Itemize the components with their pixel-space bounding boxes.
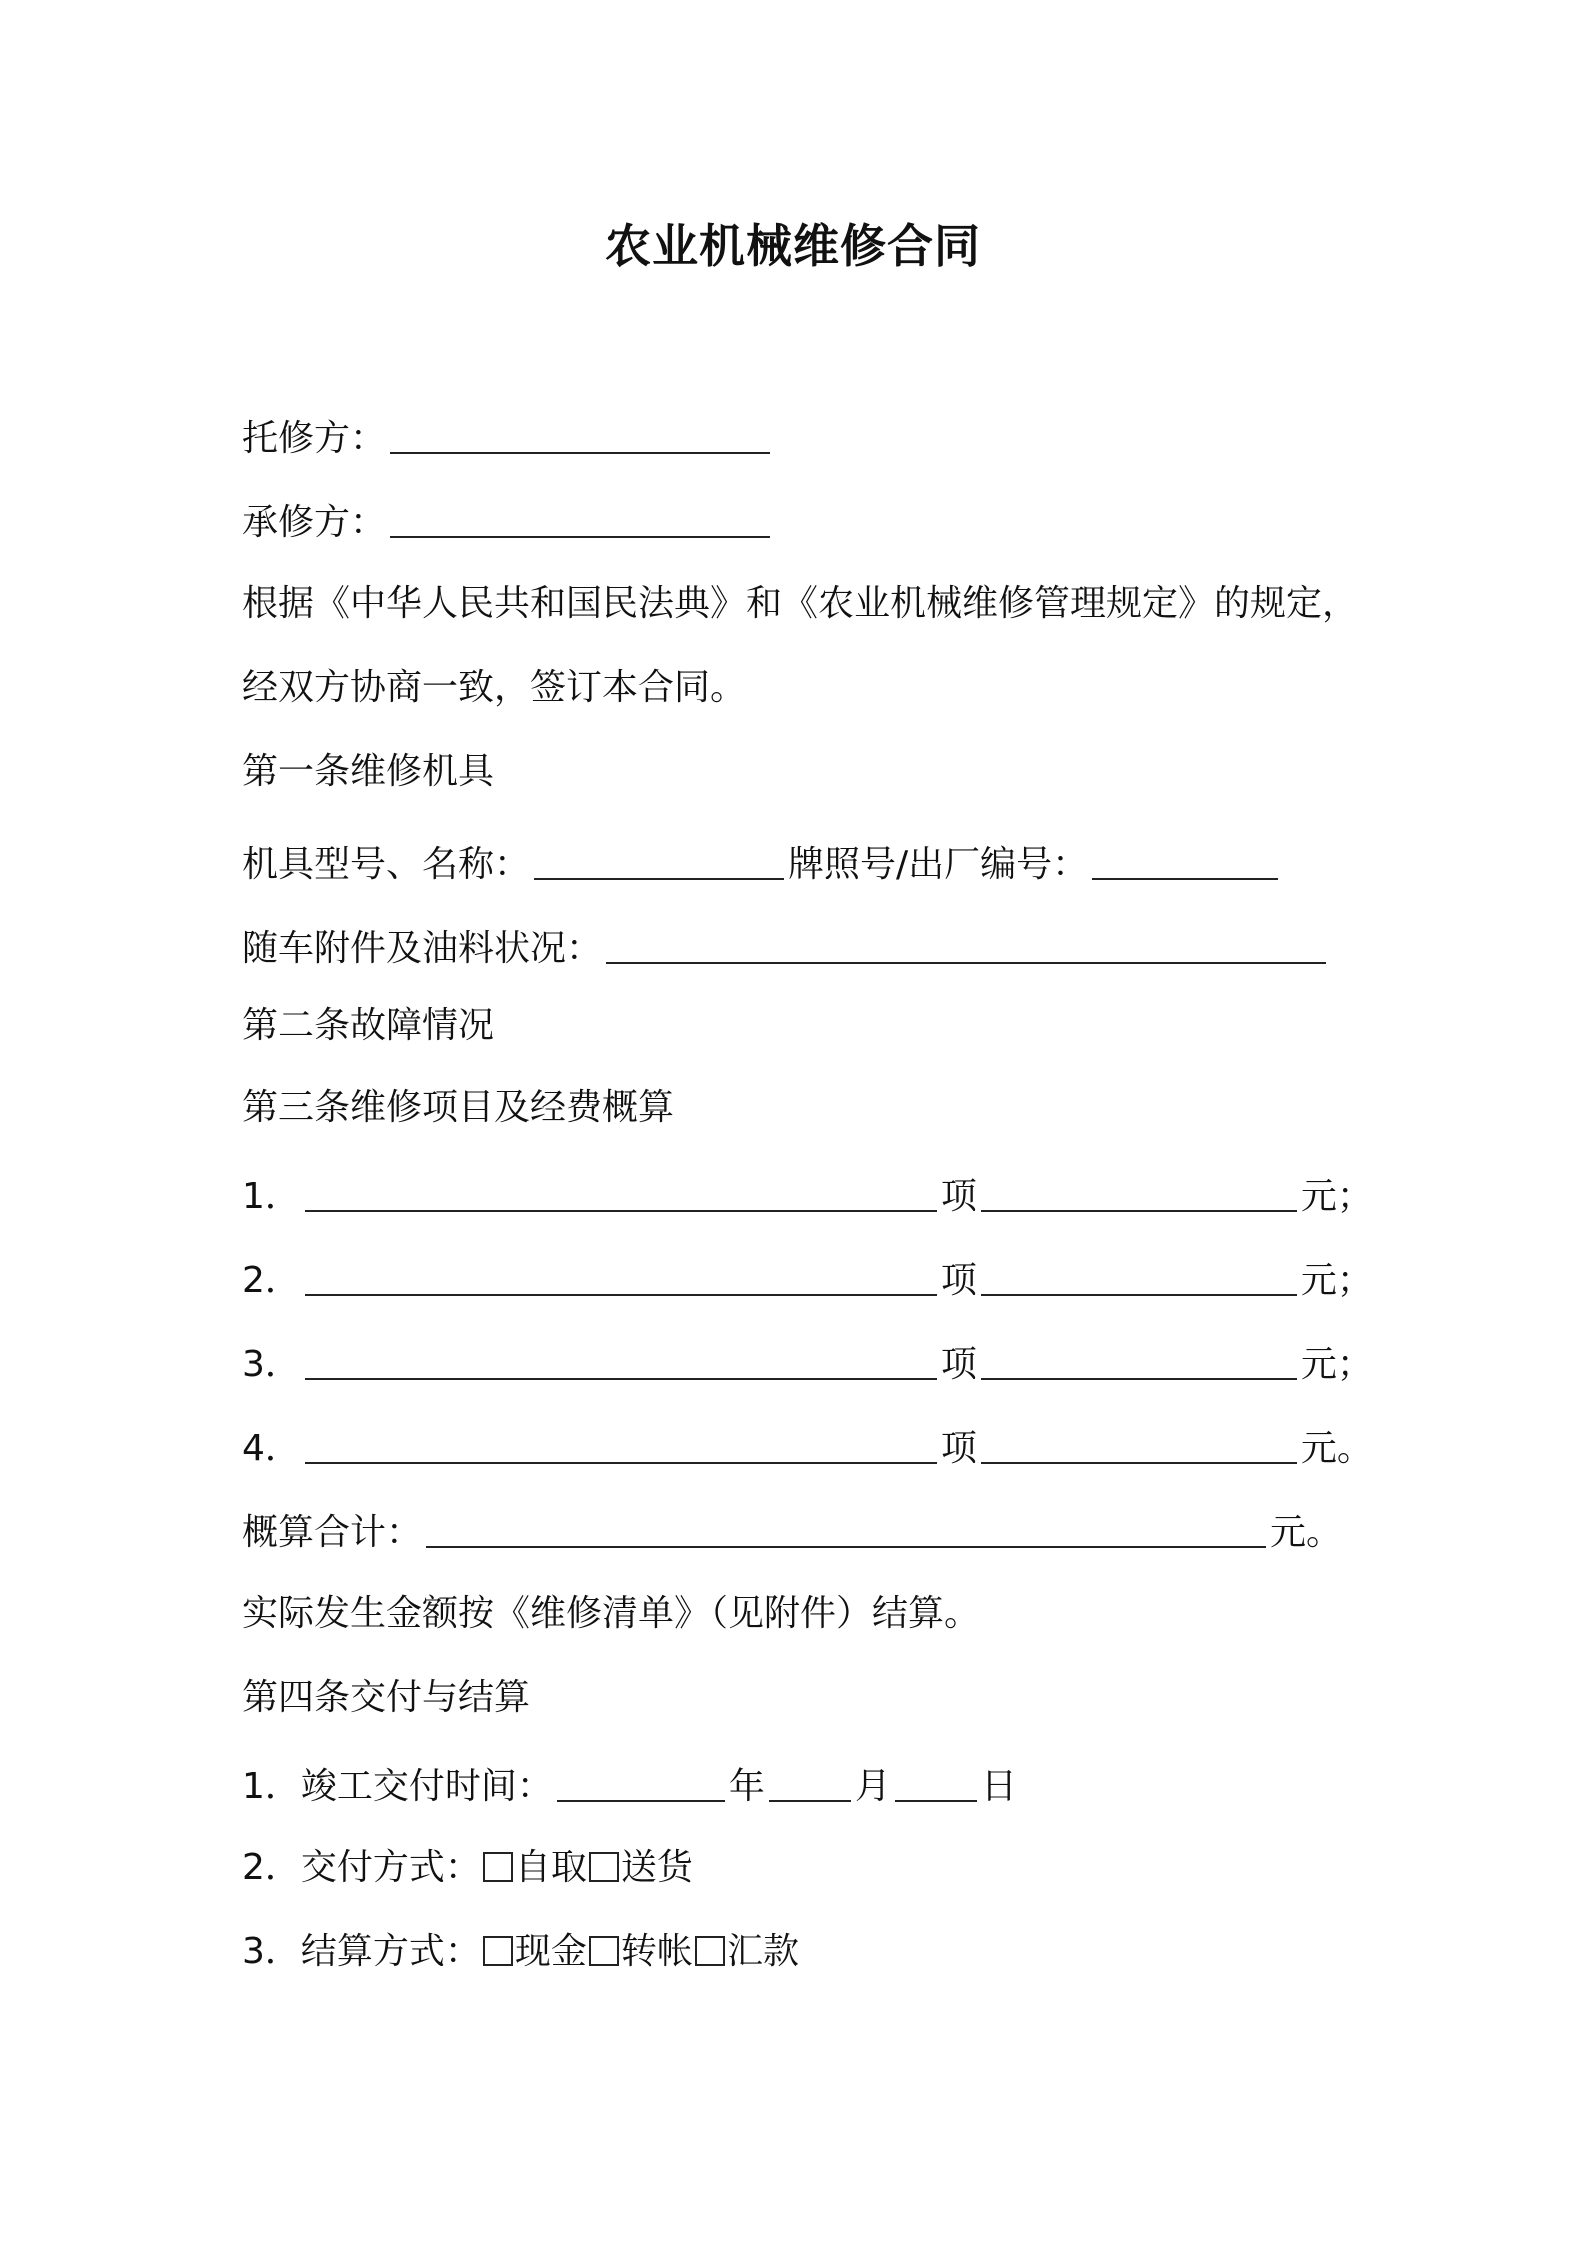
item-name-blank[interactable] [305,1422,937,1464]
payment-method-line [242,1924,1392,1980]
machine-model-line [242,834,1392,890]
plate-number-label: 牌照号/出厂编号： [788,844,1089,885]
delivery-option-self-pickup[interactable] [481,1840,587,1896]
money-unit: 元； [1300,1260,1373,1301]
repair-item-row [242,1250,1392,1306]
party-b-blank[interactable] [390,496,770,538]
month-label: 月 [854,1766,891,1807]
item-number: 1． [242,1176,301,1217]
delivery-time-line [242,1756,1392,1812]
plate-number-blank[interactable] [1092,838,1278,880]
checkbox-icon[interactable] [589,1936,619,1966]
delivery-day-blank[interactable] [895,1760,977,1802]
item-cost-blank[interactable] [981,1254,1297,1296]
option-label: 现金 [514,1931,587,1972]
delivery-method-line [242,1840,1392,1896]
checkbox-icon[interactable] [695,1936,725,1966]
article3-heading-text: 第三条维修项目及经费概算 [242,1087,675,1128]
money-unit: 元； [1300,1176,1373,1217]
year-label: 年 [728,1766,765,1807]
party-b-line [242,492,1392,548]
article2-heading-text: 第二条故障情况 [242,1005,495,1046]
delivery-option-shipping[interactable] [587,1840,693,1896]
intro-line-1 [242,576,1392,632]
delivery-year-blank[interactable] [557,1760,725,1802]
estimate-total-line [242,1502,1392,1558]
item-cost-blank[interactable] [981,1170,1297,1212]
item-name-blank[interactable] [305,1338,937,1380]
day-label: 日 [980,1766,1017,1807]
money-unit: 元； [1300,1344,1373,1385]
estimate-total-label: 概算合计： [242,1512,423,1553]
delivery-method-label: 2．交付方式： [242,1847,481,1888]
estimate-total-blank[interactable] [426,1506,1266,1548]
intro-text-2: 经双方协商一致，签订本合同。 [242,667,747,708]
repair-item-row [242,1418,1392,1474]
item-number: 4． [242,1428,301,1469]
item-unit: 项 [940,1344,977,1385]
article4-heading [242,1670,1392,1726]
party-a-line [242,408,1392,464]
article1-heading-text: 第一条维修机具 [242,751,495,792]
option-label: 送货 [620,1847,693,1888]
checkbox-icon[interactable] [483,1936,513,1966]
article1-heading [242,744,1392,800]
party-a-blank[interactable] [390,412,770,454]
option-label: 转帐 [620,1931,693,1972]
intro-text-1: 根据《中华人民共和国民法典》和《农业机械维修管理规定》的规定， [242,583,1359,624]
item-number: 3． [242,1344,301,1385]
party-a-label: 托修方： [242,418,387,459]
estimate-total-unit: 元。 [1270,1512,1343,1553]
settlement-note: 实际发生金额按《维修清单》（见附件）结算。 [242,1593,981,1634]
payment-option-remittance[interactable] [693,1924,799,1980]
party-b-label: 承修方： [242,502,387,543]
article4-heading-text: 第四条交付与结算 [242,1677,531,1718]
settlement-note-line [242,1586,1392,1642]
article3-heading [242,1080,1392,1136]
checkbox-icon[interactable] [589,1852,619,1882]
machine-model-blank[interactable] [534,838,784,880]
accessories-label: 随车附件及油料状况： [242,928,603,969]
item-unit: 项 [940,1176,977,1217]
accessories-blank[interactable] [606,922,1326,964]
payment-option-transfer[interactable] [587,1924,693,1980]
money-unit: 元。 [1300,1428,1373,1469]
accessories-line [242,918,1392,974]
intro-line-2 [242,660,1392,716]
repair-item-row [242,1166,1392,1222]
repair-item-row [242,1334,1392,1390]
payment-option-cash[interactable] [481,1924,587,1980]
item-name-blank[interactable] [305,1254,937,1296]
item-cost-blank[interactable] [981,1338,1297,1380]
delivery-month-blank[interactable] [769,1760,851,1802]
document-title: 农业机械维修合同 [605,219,981,273]
article2-heading [242,998,1392,1054]
item-cost-blank[interactable] [981,1422,1297,1464]
item-name-blank[interactable] [305,1170,937,1212]
option-label: 自取 [514,1847,587,1888]
item-unit: 项 [940,1260,977,1301]
option-label: 汇款 [726,1931,799,1972]
payment-method-label: 3．结算方式： [242,1931,481,1972]
checkbox-icon[interactable] [483,1852,513,1882]
item-number: 2． [242,1260,301,1301]
delivery-time-label: 1．竣工交付时间： [242,1766,553,1807]
machine-model-label: 机具型号、名称： [242,844,531,885]
item-unit: 项 [940,1428,977,1469]
